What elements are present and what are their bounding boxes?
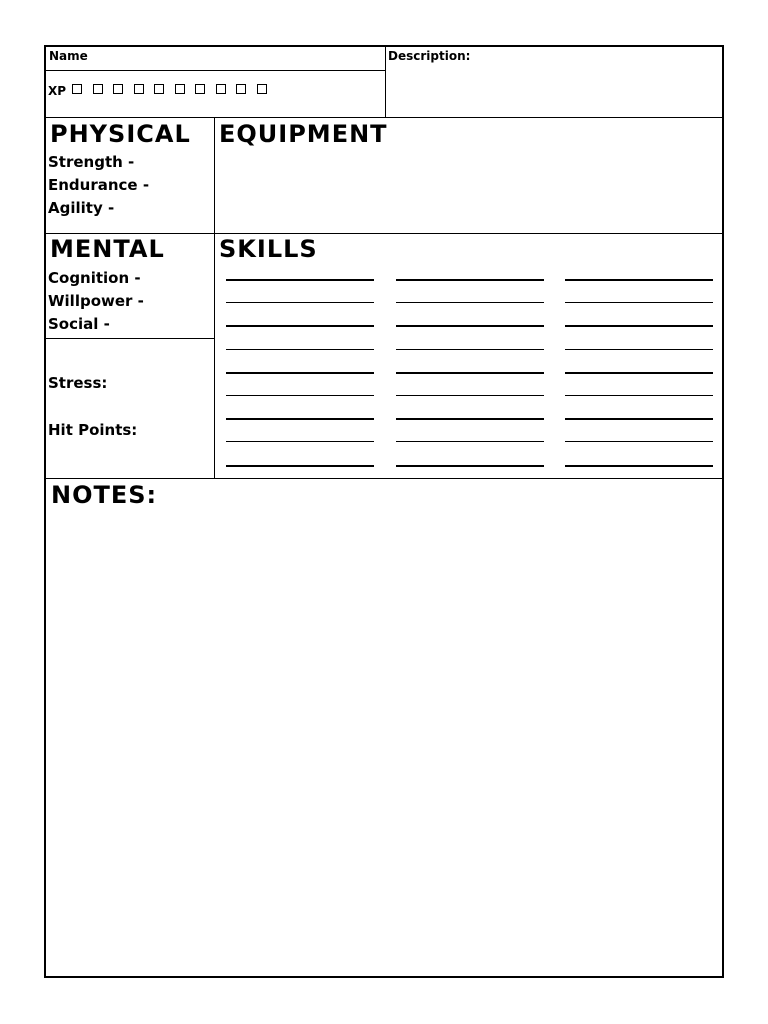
xp-label: XP <box>48 84 67 98</box>
skill-entry-line[interactable] <box>396 325 544 327</box>
skill-entry-line[interactable] <box>226 441 374 442</box>
skill-entry-line[interactable] <box>565 372 713 374</box>
skill-entry-line[interactable] <box>226 395 374 396</box>
stat-social: Social - <box>48 315 110 333</box>
skill-entry-line[interactable] <box>565 279 713 281</box>
xp-checkbox[interactable] <box>216 84 226 94</box>
xp-box-group <box>72 84 277 94</box>
description-label: Description: <box>388 49 471 63</box>
skill-entry-line[interactable] <box>396 395 544 396</box>
skill-entry-line[interactable] <box>396 372 544 374</box>
stat-strength: Strength - <box>48 153 135 171</box>
xp-checkbox[interactable] <box>175 84 185 94</box>
skill-entry-line[interactable] <box>565 418 713 420</box>
skill-entry-line[interactable] <box>565 302 713 303</box>
skill-entry-line[interactable] <box>396 349 544 350</box>
name-underline <box>46 70 386 71</box>
skill-entry-line[interactable] <box>396 441 544 442</box>
xp-checkbox[interactable] <box>93 84 103 94</box>
skill-entry-line[interactable] <box>396 302 544 303</box>
skill-entry-line[interactable] <box>226 349 374 350</box>
skills-lines-grid <box>226 279 716 519</box>
skill-entry-line[interactable] <box>396 279 544 281</box>
skills-bottom-border <box>46 478 722 479</box>
header-bottom-border <box>46 117 722 118</box>
equipment-heading: EQUIPMENT <box>219 120 388 148</box>
stat-willpower: Willpower - <box>48 292 144 310</box>
skill-entry-line[interactable] <box>226 279 374 281</box>
skill-entry-line[interactable] <box>226 325 374 327</box>
skill-entry-line[interactable] <box>226 465 374 467</box>
skill-entry-line[interactable] <box>565 349 713 350</box>
skill-entry-line[interactable] <box>226 372 374 374</box>
skills-heading: SKILLS <box>219 235 318 263</box>
physical-heading: PHYSICAL <box>50 120 191 148</box>
stat-endurance: Endurance - <box>48 176 150 194</box>
physical-bottom-border <box>46 233 722 234</box>
notes-area[interactable] <box>46 517 722 976</box>
xp-checkbox[interactable] <box>134 84 144 94</box>
stress-label: Stress: <box>48 374 108 392</box>
stat-cognition: Cognition - <box>48 269 141 287</box>
mental-heading: MENTAL <box>50 235 165 263</box>
hit-points-label: Hit Points: <box>48 421 138 439</box>
notes-heading: NOTES: <box>51 481 158 509</box>
skill-entry-line[interactable] <box>226 418 374 420</box>
skill-entry-line[interactable] <box>565 465 713 467</box>
name-label: Name <box>49 49 88 63</box>
skill-entry-line[interactable] <box>565 395 713 396</box>
skill-entry-line[interactable] <box>226 302 374 303</box>
header-divider <box>385 47 386 117</box>
left-column-divider <box>214 117 215 478</box>
skill-entry-line[interactable] <box>565 441 713 442</box>
xp-checkbox[interactable] <box>154 84 164 94</box>
stat-agility: Agility - <box>48 199 115 217</box>
xp-checkbox[interactable] <box>72 84 82 94</box>
mental-bottom-border <box>46 338 215 339</box>
character-sheet <box>44 45 724 978</box>
skill-entry-line[interactable] <box>396 418 544 420</box>
skill-entry-line[interactable] <box>396 465 544 467</box>
xp-checkbox[interactable] <box>236 84 246 94</box>
xp-checkbox[interactable] <box>195 84 205 94</box>
xp-checkbox[interactable] <box>113 84 123 94</box>
skill-entry-line[interactable] <box>565 325 713 327</box>
xp-tracker <box>48 80 277 98</box>
xp-checkbox[interactable] <box>257 84 267 94</box>
